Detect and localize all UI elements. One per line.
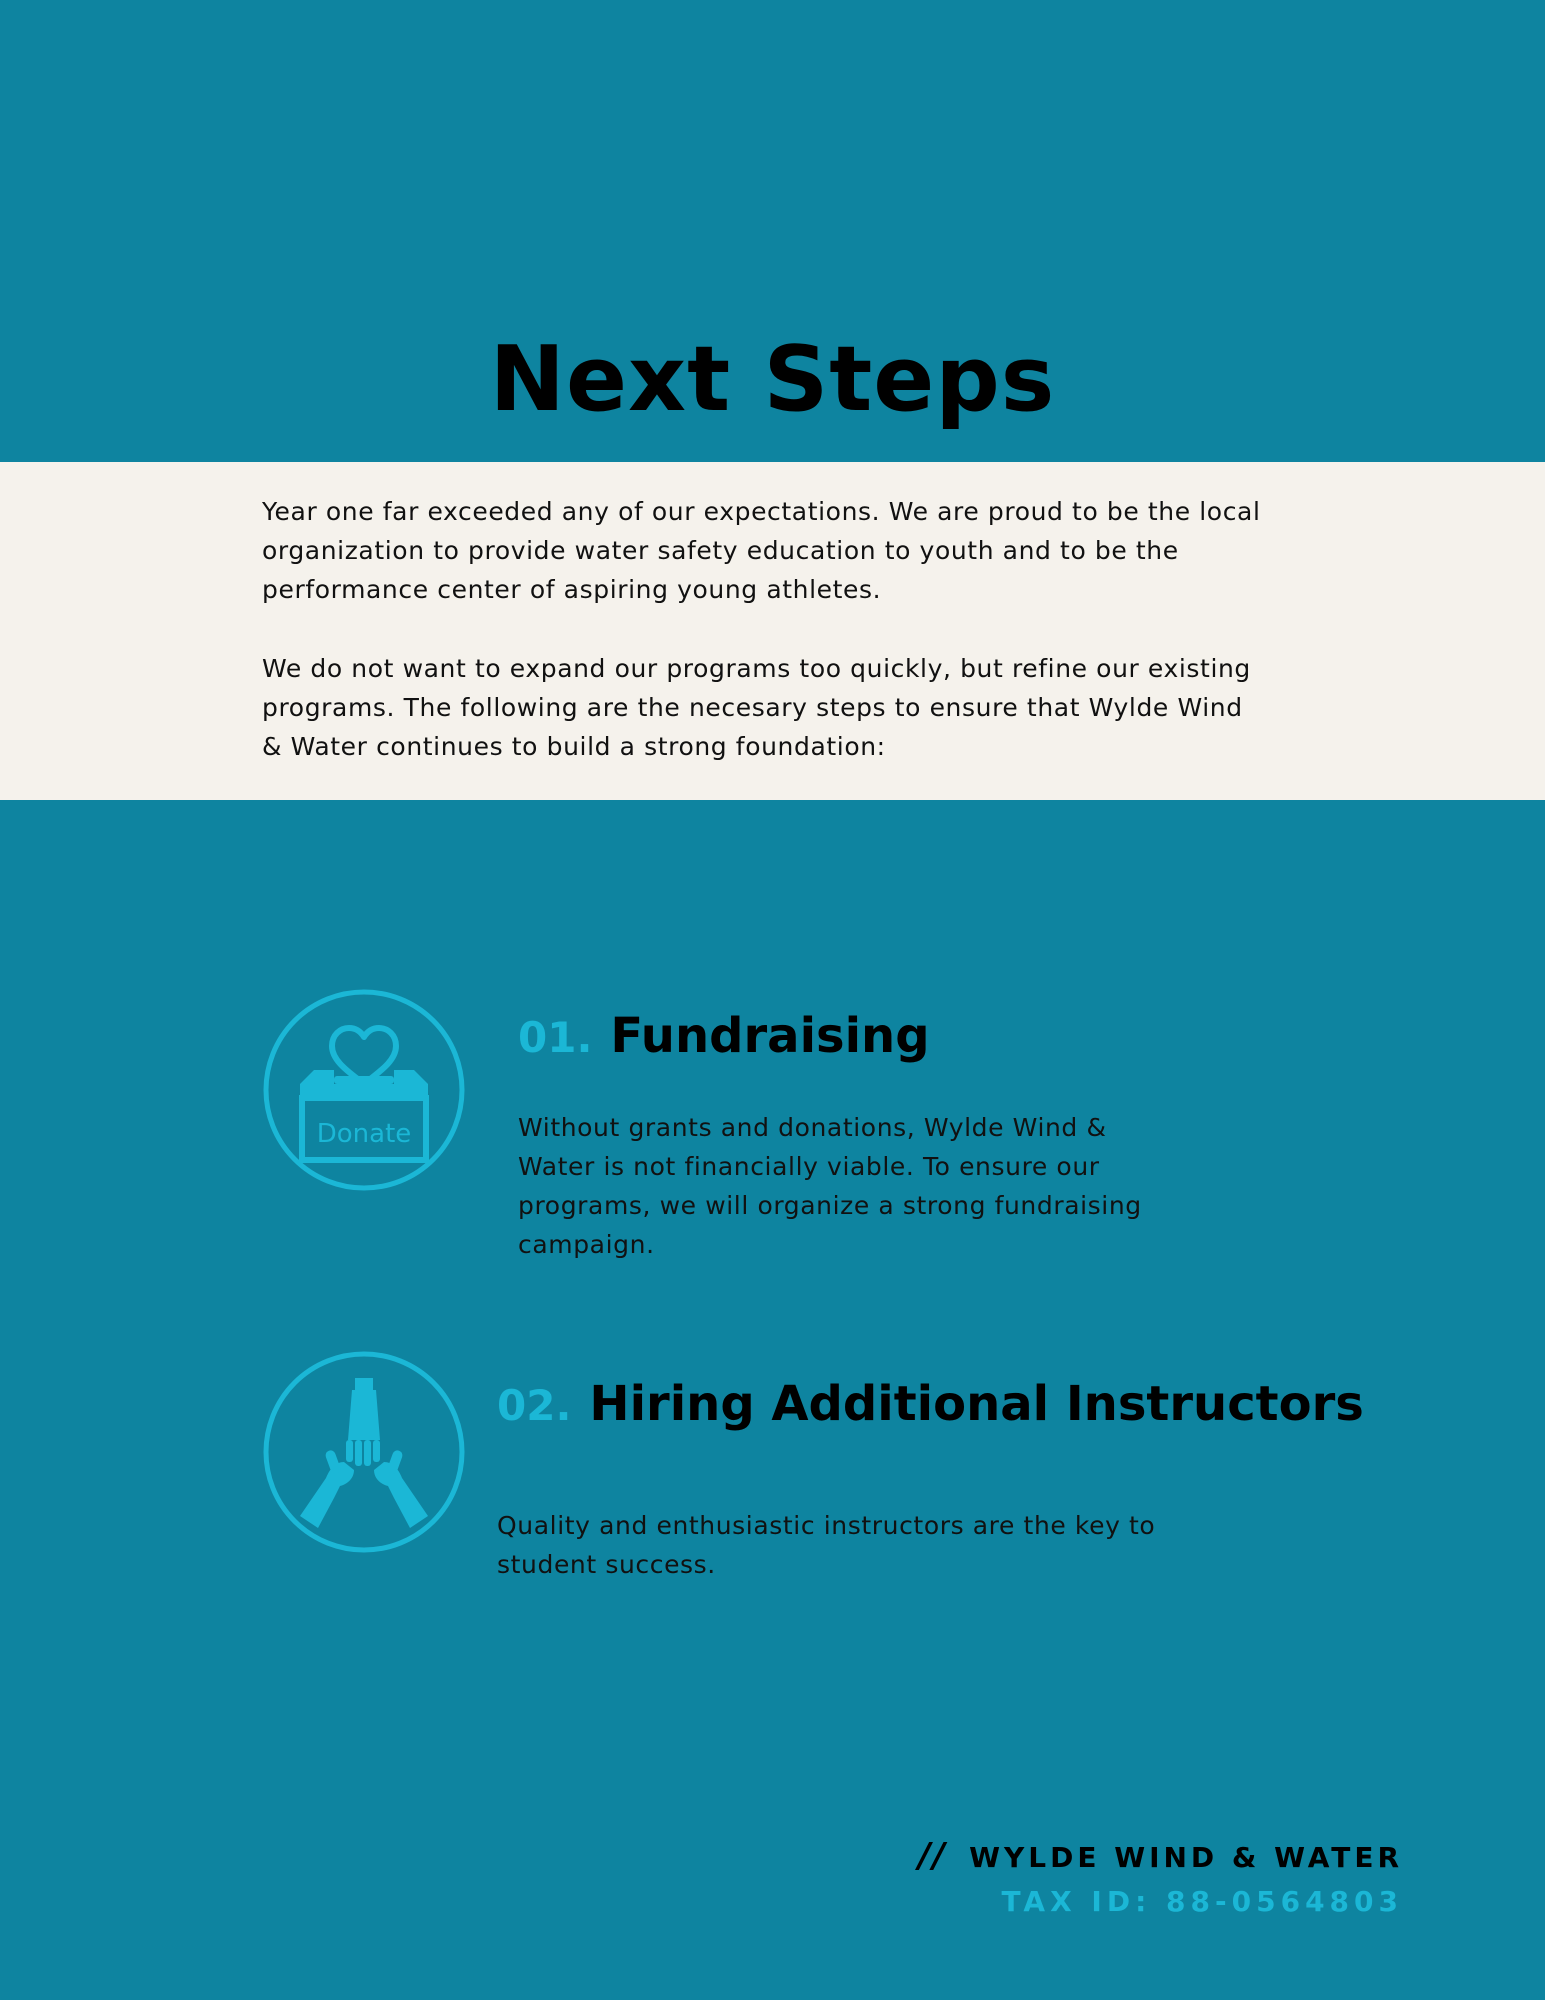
intro-paragraph-1: Year one far exceeded any of our expectations. We are proud to be the local organization to provide water safety education to youth and to be the performance center of aspiring young athletes. bbox=[262, 497, 1261, 604]
page-title: Next Steps bbox=[489, 327, 1056, 432]
footer-slashes: // bbox=[918, 1836, 948, 1876]
step-1-number: 01. bbox=[518, 1013, 593, 1062]
step-1-title: Fundraising bbox=[610, 1008, 930, 1064]
donate-label: Donate bbox=[316, 1119, 412, 1149]
step-2-title: Hiring Additional Instructors bbox=[589, 1376, 1364, 1432]
intro-paragraph-2: We do not want to expand our programs too quickly, but refine our existing programs. The following are the necesary steps to ensure that Wylde Wind & Water continues to build a strong foundation: bbox=[262, 654, 1251, 761]
footer-org bbox=[918, 1836, 1403, 1878]
step-2-body: Quality and enthusiastic instructors are the key to student success. bbox=[497, 1511, 1156, 1579]
step-1-heading bbox=[518, 1008, 930, 1072]
step-2-number: 02. bbox=[497, 1381, 572, 1430]
footer-tax-id: TAX ID: 88-0564803 bbox=[1001, 1885, 1403, 1918]
step-1-body: Without grants and donations, Wylde Wind & Water is not financially viable. To ensure our programs, we will organize a strong fundraising campaign. bbox=[518, 1113, 1142, 1259]
helping-hands-icon bbox=[262, 1350, 466, 1554]
step-2-heading bbox=[497, 1376, 1364, 1440]
donation-box-icon bbox=[262, 988, 466, 1192]
footer-org-name: WYLDE WIND & WATER bbox=[969, 1841, 1403, 1874]
